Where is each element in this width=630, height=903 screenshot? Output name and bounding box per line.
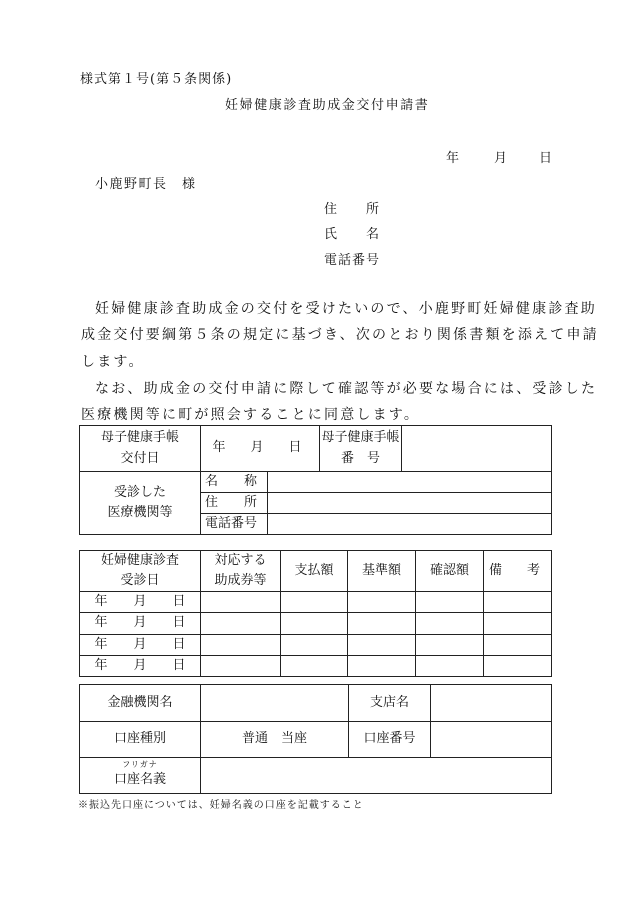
checkup-date-header-1: 妊婦健康診査 [100, 553, 179, 568]
body-line-4: なお、助成金の交付申請に際して確認等が必要な場合には、受診した [95, 381, 598, 397]
remarks-cell[interactable] [484, 655, 552, 676]
voucher-cell[interactable] [201, 592, 281, 613]
handbook-clinic-table [79, 425, 552, 535]
handbook-date-label-2: 交付日 [120, 450, 160, 466]
account-number-field[interactable] [431, 722, 552, 758]
body-line-3: します。 [81, 354, 145, 370]
checkup-date-cell[interactable]: 年 月 日 [80, 634, 201, 655]
clinic-name-label: 名 称 [201, 472, 268, 493]
bank-name-field[interactable] [201, 685, 349, 722]
checkup-date-cell[interactable]: 年 月 日 [80, 613, 201, 634]
applicant-name-label: 氏 名 [324, 227, 381, 242]
body-line-2: 成金交付要綱第５条の規定に基づき、次のとおり関係書類を添えて申請 [81, 327, 599, 343]
confirmed-cell[interactable] [416, 634, 484, 655]
date-year-label: 年 [446, 151, 461, 166]
clinic-header [80, 472, 201, 535]
payment-header: 支払額 [281, 551, 348, 592]
furigana-label: フリガナ [122, 760, 158, 770]
footnote: ※振込先口座については、妊婦名義の口座を記載すること [78, 800, 364, 811]
date-day-label: 日 [539, 151, 554, 166]
bank-account-table [79, 684, 552, 794]
clinic-phone-label: 電話番号 [201, 514, 268, 535]
branch-name-label: 支店名 [349, 685, 431, 722]
voucher-header-2: 助成券等 [214, 573, 267, 589]
form-number: 様式第１号(第５条関係) [80, 72, 233, 87]
body-line-1: 妊婦健康診査助成金の交付を受けたいので、小鹿野町妊婦健康診査助 [95, 301, 597, 317]
checkup-date-header [80, 551, 201, 592]
remarks-cell[interactable] [484, 592, 552, 613]
addressee: 小鹿野町長 様 [95, 177, 197, 192]
checkup-date-header-2: 受診日 [120, 573, 160, 589]
voucher-header-1: 対応する [214, 553, 267, 568]
handbook-date-header [80, 426, 201, 472]
payment-cell[interactable] [281, 592, 348, 613]
applicant-phone-label: 電話番号 [324, 253, 381, 268]
clinic-label-2: 医療機関等 [107, 505, 173, 521]
voucher-cell[interactable] [201, 655, 281, 676]
payment-cell[interactable] [281, 655, 348, 676]
checkup-date-cell[interactable]: 年 月 日 [80, 592, 201, 613]
confirmed-header: 確認額 [416, 551, 484, 592]
payment-cell[interactable] [281, 634, 348, 655]
confirmed-cell[interactable] [416, 613, 484, 634]
remarks-cell[interactable] [484, 613, 552, 634]
account-holder-label: 口座名義 [113, 772, 166, 788]
clinic-phone-field[interactable] [268, 514, 552, 535]
standard-header: 基準額 [348, 551, 416, 592]
branch-name-field[interactable] [431, 685, 552, 722]
clinic-address-field[interactable] [268, 493, 552, 514]
handbook-number-header [320, 426, 402, 472]
account-type-label: 口座種別 [80, 722, 201, 758]
body-line-5: 医療機関等に町が照会することに同意します。 [81, 407, 421, 423]
account-number-label: 口座番号 [349, 722, 431, 758]
handbook-date-value[interactable]: 年 月 日 [201, 426, 320, 472]
standard-cell[interactable] [348, 613, 416, 634]
voucher-header [201, 551, 281, 592]
handbook-number-label-2: 番 号 [341, 450, 381, 466]
account-holder-header [80, 758, 201, 794]
applicant-address-label: 住 所 [324, 202, 381, 217]
clinic-address-label: 住 所 [201, 493, 268, 514]
payment-cell[interactable] [281, 613, 348, 634]
confirmed-cell[interactable] [416, 655, 484, 676]
standard-cell[interactable] [348, 592, 416, 613]
checkup-date-cell[interactable]: 年 月 日 [80, 655, 201, 676]
handbook-number-field[interactable] [402, 426, 552, 472]
standard-cell[interactable] [348, 655, 416, 676]
clinic-name-field[interactable] [268, 472, 552, 493]
remarks-header: 備 考 [484, 551, 552, 592]
checkup-table [79, 550, 552, 677]
clinic-label-1: 受診した [113, 485, 166, 501]
date-month-label: 月 [494, 151, 509, 166]
confirmed-cell[interactable] [416, 592, 484, 613]
handbook-date-label-1: 母子健康手帳 [100, 430, 179, 446]
page-title: 妊婦健康診査助成金交付申請書 [225, 98, 430, 113]
voucher-cell[interactable] [201, 634, 281, 655]
bank-name-label: 金融機関名 [80, 685, 201, 722]
remarks-cell[interactable] [484, 634, 552, 655]
standard-cell[interactable] [348, 634, 416, 655]
handbook-number-label-1: 母子健康手帳 [321, 430, 400, 446]
account-type-options[interactable]: 普通 当座 [201, 722, 349, 758]
voucher-cell[interactable] [201, 613, 281, 634]
account-holder-field[interactable] [201, 758, 552, 794]
